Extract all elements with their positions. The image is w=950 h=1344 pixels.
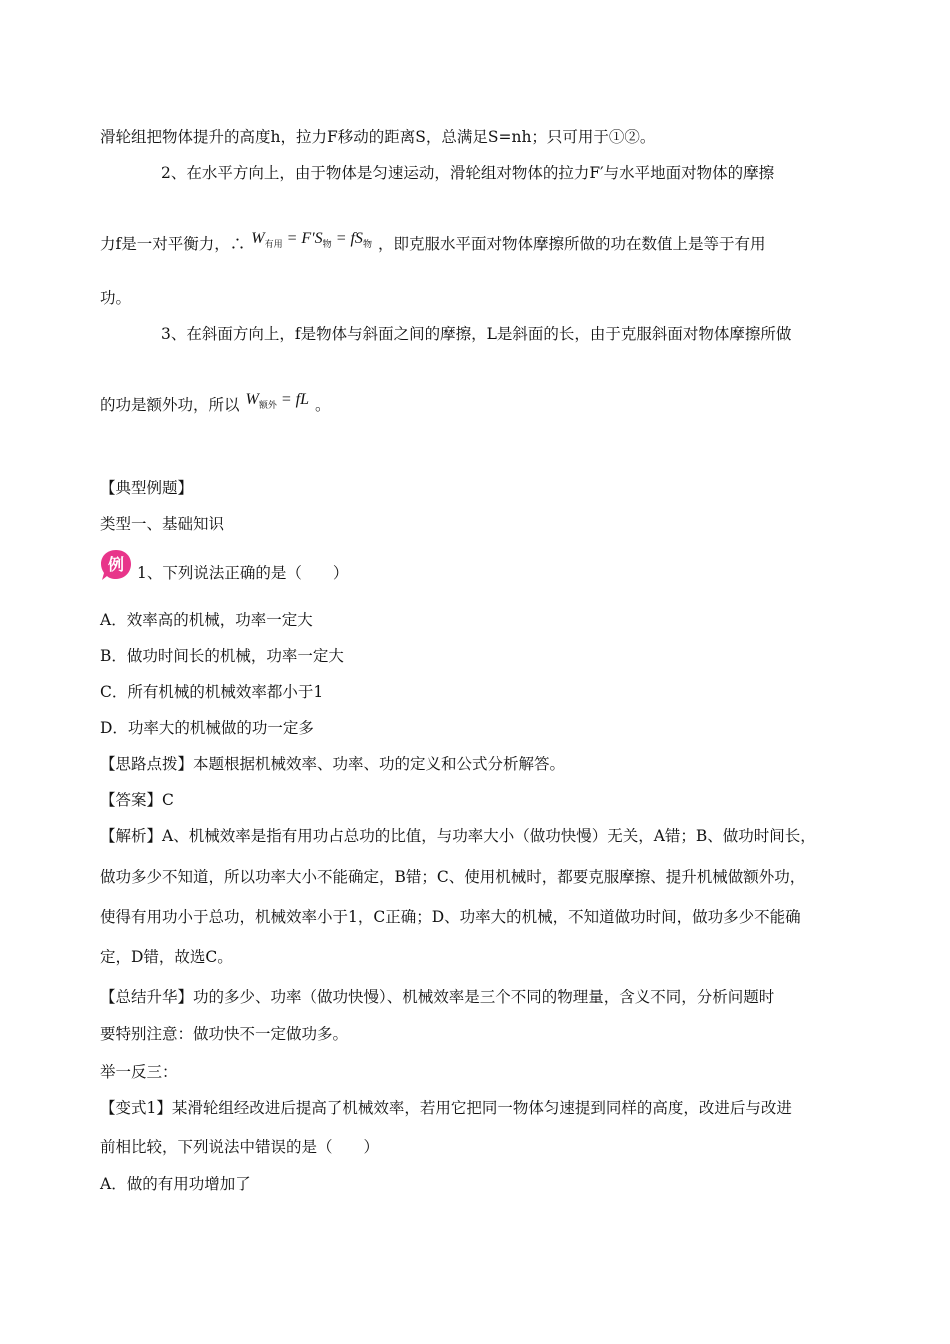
svg-text:例: 例	[107, 555, 125, 574]
example-analysis-line: 使得有用功小于总功，机械效率小于1，C正确；D、功率大的机械，不知道做功时间，做功多少不能确	[100, 908, 801, 926]
example-analysis-line: 定，D错，故选C。	[100, 948, 233, 966]
example-answer: 【答案】C	[100, 791, 174, 809]
paragraph-horizontal-3: 功。	[100, 289, 132, 307]
section-heading: 【典型例题】	[100, 479, 194, 497]
example-analysis-line: 做功多少不知道，所以功率大小不能确定，B错；C、使用机械时，都要克服摩擦、提升机械做额外功，	[100, 868, 806, 886]
example-summary-line: 要特别注意：做功快不一定做功多。	[100, 1025, 349, 1043]
example-summary-line: 【总结升华】功的多少、功率（做功快慢）、机械效率是三个不同的物理量，含义不同，分析问题时	[100, 988, 775, 1006]
practice-option-a: A．做的有用功增加了	[100, 1175, 251, 1193]
paragraph-horizontal-2-post: ，即克服水平面对物体摩擦所做的功在数值上是等于有用	[377, 235, 766, 253]
example-option-b: B．做功时间长的机械，功率一定大	[100, 647, 344, 665]
paragraph-horizontal-2	[100, 230, 766, 261]
example-option-a: A．效率高的机械，功率一定大	[100, 611, 313, 629]
example-badge-icon	[99, 548, 133, 582]
example-option-c: C．所有机械的机械效率都小于1	[100, 683, 324, 701]
practice-label: 举一反三：	[100, 1063, 178, 1081]
practice-variant-line: 【变式1】某滑轮组经改进后提高了机械效率，若用它把同一物体匀速提到同样的高度，改进后与改进	[100, 1099, 792, 1117]
paragraph-incline-1: 3、在斜面方向上，f是物体与斜面之间的摩擦，L是斜面的长，由于克服斜面对物体摩擦所做	[161, 325, 792, 343]
practice-variant-line: 前相比较，下列说法中错误的是（ ）	[100, 1138, 380, 1156]
example-hint: 【思路点拨】本题根据机械效率、功率、功的定义和公式分析解答。	[100, 755, 566, 773]
formula-extra-work: $W_{额外}$ = fL	[245, 391, 309, 411]
paragraph-horizontal-2-pre: 力f是一对平衡力，∴	[100, 235, 246, 253]
example-analysis-line: 【解析】A、机械效率是指有用功占总功的比值，与功率大小（做功快慢）无关，A错；B、做功时间长，	[100, 827, 816, 845]
section-type-1: 类型一、基础知识	[100, 515, 225, 533]
formula-useful-work: $W_{有用} = F'S_物 = fS_物$	[251, 230, 372, 250]
paragraph-pulley-distance: 滑轮组把物体提升的高度h，拉力F移动的距离S，总满足S=nh；只可用于①②。	[100, 128, 656, 146]
example-option-d: D．功率大的机械做的功一定多	[100, 719, 314, 737]
example-question: 1、下列说法正确的是（ ）	[137, 564, 349, 582]
paragraph-incline-2: 的功是额外功，所以 $W_{额外}$ = fL 。	[100, 391, 331, 414]
paragraph-horizontal-1: 2、在水平方向上，由于物体是匀速运动，滑轮组对物体的拉力F′与水平地面对物体的摩擦	[161, 164, 775, 182]
